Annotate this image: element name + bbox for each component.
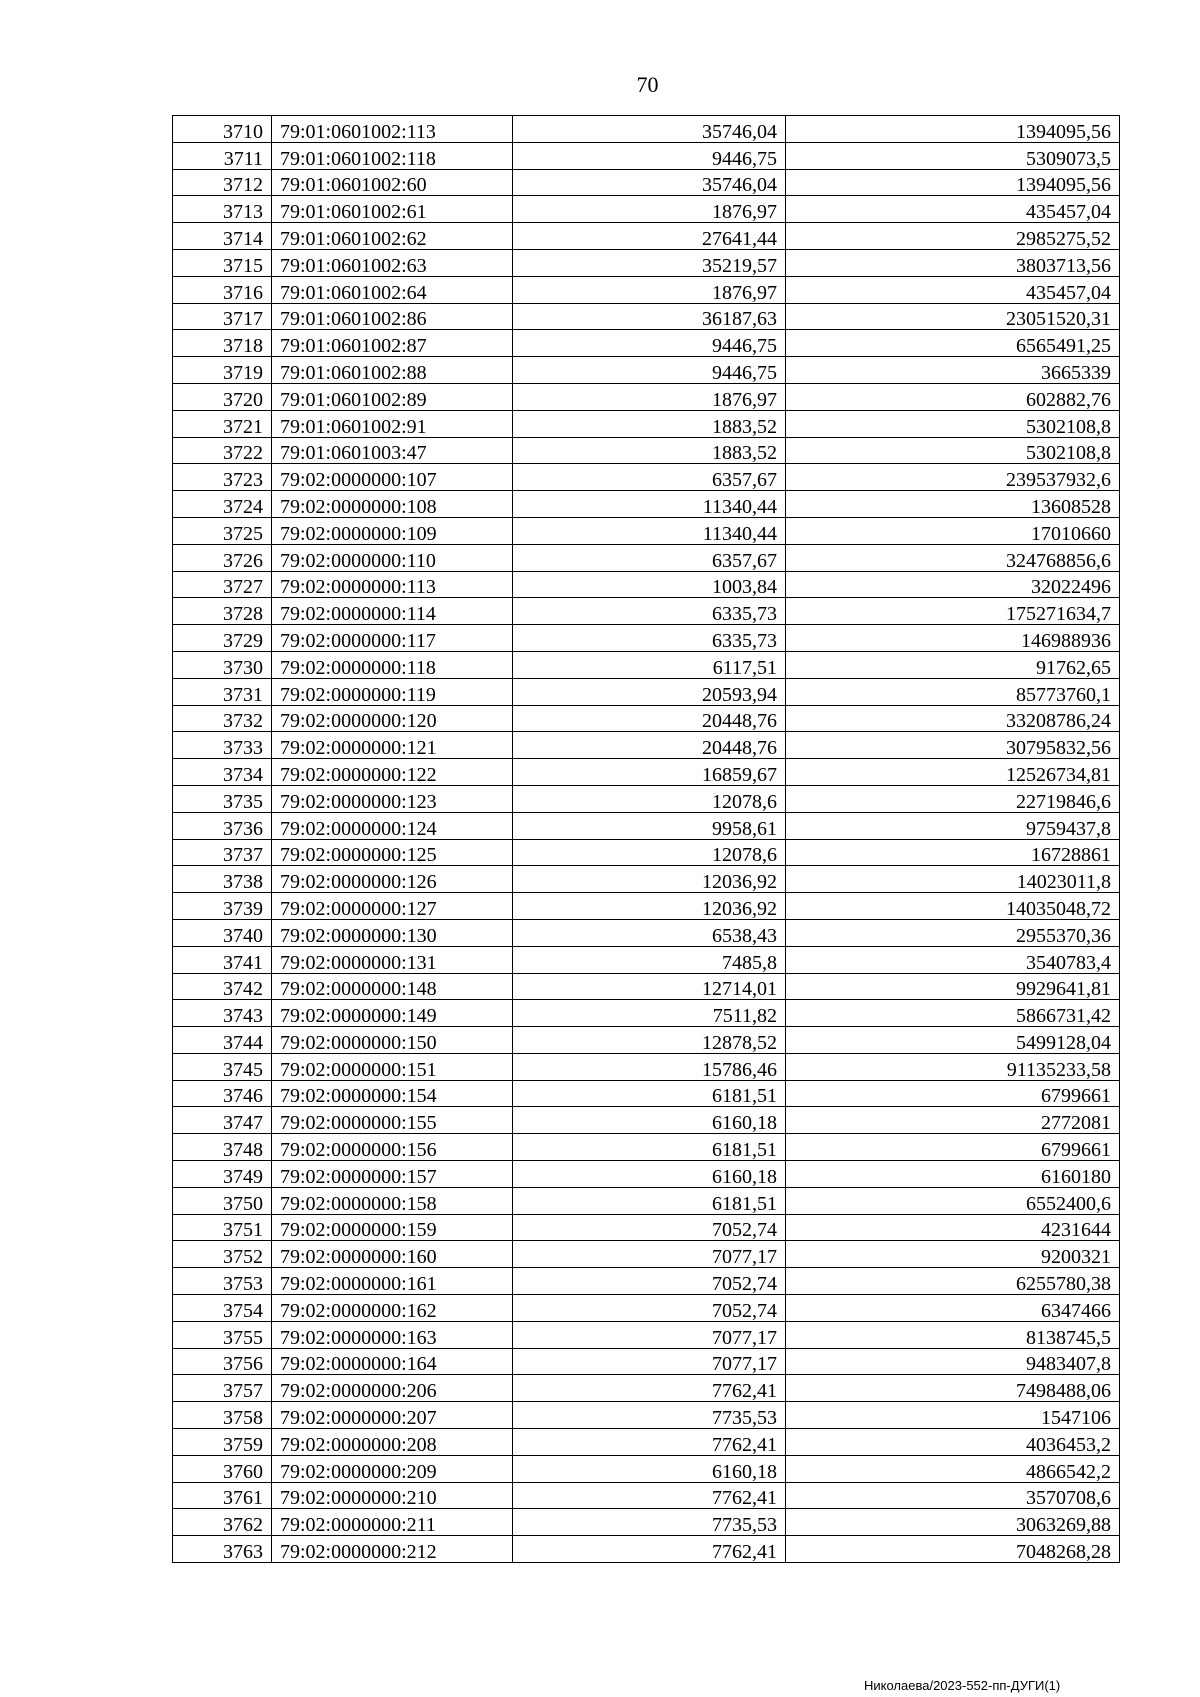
cadastral-number: 79:02:0000000:149 xyxy=(272,1000,513,1027)
area-value: 6117,51 xyxy=(513,651,786,678)
row-number: 3743 xyxy=(173,1000,272,1027)
area-value: 6181,51 xyxy=(513,1134,786,1161)
table-row xyxy=(173,1053,1120,1080)
row-number: 3725 xyxy=(173,517,272,544)
row-number: 3717 xyxy=(173,303,272,330)
area-value: 16859,67 xyxy=(513,759,786,786)
row-number: 3749 xyxy=(173,1161,272,1188)
row-number: 3740 xyxy=(173,919,272,946)
area-value: 7735,53 xyxy=(513,1509,786,1536)
area-value: 1876,97 xyxy=(513,383,786,410)
cadastral-value: 3570708,6 xyxy=(786,1482,1120,1509)
cadastral-value: 4866542,2 xyxy=(786,1455,1120,1482)
area-value: 6181,51 xyxy=(513,1080,786,1107)
area-value: 1883,52 xyxy=(513,437,786,464)
cadastral-value: 7498488,06 xyxy=(786,1375,1120,1402)
table-row xyxy=(173,1455,1120,1482)
table-row xyxy=(173,946,1120,973)
area-value: 7762,41 xyxy=(513,1429,786,1456)
cadastral-number: 79:02:0000000:208 xyxy=(272,1429,513,1456)
table-row xyxy=(173,1027,1120,1054)
area-value: 20448,76 xyxy=(513,705,786,732)
row-number: 3722 xyxy=(173,437,272,464)
cadastral-value: 3063269,88 xyxy=(786,1509,1120,1536)
area-value: 6357,67 xyxy=(513,464,786,491)
table-row xyxy=(173,1429,1120,1456)
cadastral-value: 9759437,8 xyxy=(786,812,1120,839)
row-number: 3710 xyxy=(173,116,272,143)
row-number: 3746 xyxy=(173,1080,272,1107)
area-value: 9446,75 xyxy=(513,357,786,384)
cadastral-value: 1394095,56 xyxy=(786,116,1120,143)
row-number: 3754 xyxy=(173,1295,272,1322)
area-value: 36187,63 xyxy=(513,303,786,330)
cadastral-value: 5309073,5 xyxy=(786,142,1120,169)
cadastral-number: 79:02:0000000:127 xyxy=(272,893,513,920)
cadastral-number: 79:01:0601002:118 xyxy=(272,142,513,169)
cadastral-value: 30795832,56 xyxy=(786,732,1120,759)
cadastral-value: 5866731,42 xyxy=(786,1000,1120,1027)
table-row xyxy=(173,169,1120,196)
cadastral-number: 79:02:0000000:118 xyxy=(272,651,513,678)
cadastral-number: 79:02:0000000:212 xyxy=(272,1536,513,1563)
cadastral-value: 6565491,25 xyxy=(786,330,1120,357)
area-value: 9446,75 xyxy=(513,142,786,169)
cadastral-value: 3540783,4 xyxy=(786,946,1120,973)
cadastral-number: 79:02:0000000:122 xyxy=(272,759,513,786)
table-row xyxy=(173,1161,1120,1188)
row-number: 3756 xyxy=(173,1348,272,1375)
cadastral-number: 79:02:0000000:114 xyxy=(272,598,513,625)
row-number: 3723 xyxy=(173,464,272,491)
row-number: 3729 xyxy=(173,625,272,652)
area-value: 1883,52 xyxy=(513,410,786,437)
row-number: 3763 xyxy=(173,1536,272,1563)
page-number: 70 xyxy=(636,72,659,97)
row-number: 3745 xyxy=(173,1053,272,1080)
table-row xyxy=(173,1375,1120,1402)
area-value: 7077,17 xyxy=(513,1348,786,1375)
table-row xyxy=(173,1000,1120,1027)
cadastral-number: 79:02:0000000:150 xyxy=(272,1027,513,1054)
table-row xyxy=(173,357,1120,384)
table-row xyxy=(173,491,1120,518)
area-value: 6181,51 xyxy=(513,1187,786,1214)
table-row xyxy=(173,142,1120,169)
cadastral-value: 4231644 xyxy=(786,1214,1120,1241)
cadastral-number: 79:01:0601003:47 xyxy=(272,437,513,464)
cadastral-number: 79:02:0000000:108 xyxy=(272,491,513,518)
table-row xyxy=(173,276,1120,303)
table-row xyxy=(173,973,1120,1000)
footer-reference: Николаева/2023-552-пп-ДУГИ(1) xyxy=(864,1678,1061,1693)
area-value: 6335,73 xyxy=(513,598,786,625)
row-number: 3738 xyxy=(173,866,272,893)
table-row xyxy=(173,1134,1120,1161)
table-row xyxy=(173,1348,1120,1375)
table-row xyxy=(173,759,1120,786)
cadastral-number: 79:01:0601002:89 xyxy=(272,383,513,410)
table-row xyxy=(173,1080,1120,1107)
cadastral-value: 12526734,81 xyxy=(786,759,1120,786)
row-number: 3760 xyxy=(173,1455,272,1482)
area-value: 11340,44 xyxy=(513,491,786,518)
cadastral-value: 9929641,81 xyxy=(786,973,1120,1000)
cadastral-value: 435457,04 xyxy=(786,196,1120,223)
row-number: 3719 xyxy=(173,357,272,384)
cadastral-value: 6799661 xyxy=(786,1134,1120,1161)
cadastral-value: 9483407,8 xyxy=(786,1348,1120,1375)
cadastral-value: 435457,04 xyxy=(786,276,1120,303)
cadastral-value: 32022496 xyxy=(786,571,1120,598)
area-value: 6538,43 xyxy=(513,919,786,946)
row-number: 3711 xyxy=(173,142,272,169)
row-number: 3720 xyxy=(173,383,272,410)
table-row xyxy=(173,732,1120,759)
area-value: 7485,8 xyxy=(513,946,786,973)
cadastral-number: 79:02:0000000:130 xyxy=(272,919,513,946)
area-value: 6160,18 xyxy=(513,1161,786,1188)
area-value: 12878,52 xyxy=(513,1027,786,1054)
cadastral-number: 79:02:0000000:151 xyxy=(272,1053,513,1080)
cadastral-number: 79:02:0000000:124 xyxy=(272,812,513,839)
cadastral-number: 79:02:0000000:161 xyxy=(272,1268,513,1295)
table-row xyxy=(173,464,1120,491)
cadastral-number: 79:02:0000000:123 xyxy=(272,785,513,812)
cadastral-value: 5302108,8 xyxy=(786,410,1120,437)
row-number: 3730 xyxy=(173,651,272,678)
area-value: 35746,04 xyxy=(513,116,786,143)
area-value: 1003,84 xyxy=(513,571,786,598)
area-value: 12036,92 xyxy=(513,893,786,920)
row-number: 3715 xyxy=(173,249,272,276)
row-number: 3735 xyxy=(173,785,272,812)
area-value: 1876,97 xyxy=(513,196,786,223)
table-row xyxy=(173,919,1120,946)
cadastral-number: 79:02:0000000:113 xyxy=(272,571,513,598)
cadastral-value: 85773760,1 xyxy=(786,678,1120,705)
area-value: 7762,41 xyxy=(513,1536,786,1563)
cadastral-value: 6160180 xyxy=(786,1161,1120,1188)
row-number: 3713 xyxy=(173,196,272,223)
cadastral-value: 175271634,7 xyxy=(786,598,1120,625)
area-value: 7052,74 xyxy=(513,1295,786,1322)
row-number: 3724 xyxy=(173,491,272,518)
table-row xyxy=(173,1214,1120,1241)
area-value: 12714,01 xyxy=(513,973,786,1000)
area-value: 12078,6 xyxy=(513,839,786,866)
cadastral-number: 79:01:0601002:64 xyxy=(272,276,513,303)
cadastral-number: 79:02:0000000:158 xyxy=(272,1187,513,1214)
table-row xyxy=(173,249,1120,276)
table-row xyxy=(173,839,1120,866)
cadastral-number: 79:02:0000000:126 xyxy=(272,866,513,893)
table-row xyxy=(173,812,1120,839)
row-number: 3761 xyxy=(173,1482,272,1509)
table-row xyxy=(173,303,1120,330)
cadastral-value: 17010660 xyxy=(786,517,1120,544)
area-value: 20448,76 xyxy=(513,732,786,759)
row-number: 3755 xyxy=(173,1321,272,1348)
row-number: 3733 xyxy=(173,732,272,759)
area-value: 9446,75 xyxy=(513,330,786,357)
table-row xyxy=(173,517,1120,544)
area-value: 6335,73 xyxy=(513,625,786,652)
table-row xyxy=(173,330,1120,357)
cadastral-number: 79:01:0601002:60 xyxy=(272,169,513,196)
cadastral-number: 79:02:0000000:121 xyxy=(272,732,513,759)
table-row xyxy=(173,1187,1120,1214)
row-number: 3731 xyxy=(173,678,272,705)
area-value: 1876,97 xyxy=(513,276,786,303)
row-number: 3714 xyxy=(173,223,272,250)
row-number: 3752 xyxy=(173,1241,272,1268)
cadastral-value: 14035048,72 xyxy=(786,893,1120,920)
table-row xyxy=(173,1295,1120,1322)
cadastral-value: 2772081 xyxy=(786,1107,1120,1134)
table-body xyxy=(173,116,1120,1563)
cadastral-number: 79:02:0000000:148 xyxy=(272,973,513,1000)
table-row xyxy=(173,116,1120,143)
cadastral-value: 5499128,04 xyxy=(786,1027,1120,1054)
cadastral-number: 79:02:0000000:107 xyxy=(272,464,513,491)
cadastral-number: 79:02:0000000:154 xyxy=(272,1080,513,1107)
table-row xyxy=(173,866,1120,893)
cadastral-number: 79:01:0601002:61 xyxy=(272,196,513,223)
table-row xyxy=(173,196,1120,223)
row-number: 3721 xyxy=(173,410,272,437)
table-row xyxy=(173,1107,1120,1134)
row-number: 3748 xyxy=(173,1134,272,1161)
cadastral-value: 22719846,6 xyxy=(786,785,1120,812)
area-value: 12078,6 xyxy=(513,785,786,812)
cadastral-number: 79:02:0000000:211 xyxy=(272,1509,513,1536)
table-row xyxy=(173,705,1120,732)
row-number: 3751 xyxy=(173,1214,272,1241)
cadastral-value: 6255780,38 xyxy=(786,1268,1120,1295)
cadastral-value: 6552400,6 xyxy=(786,1187,1120,1214)
cadastral-value: 2955370,36 xyxy=(786,919,1120,946)
cadastral-number: 79:02:0000000:207 xyxy=(272,1402,513,1429)
area-value: 7511,82 xyxy=(513,1000,786,1027)
area-value: 7077,17 xyxy=(513,1241,786,1268)
row-number: 3758 xyxy=(173,1402,272,1429)
area-value: 12036,92 xyxy=(513,866,786,893)
table-row xyxy=(173,1509,1120,1536)
cadastral-number: 79:02:0000000:164 xyxy=(272,1348,513,1375)
area-value: 35219,57 xyxy=(513,249,786,276)
row-number: 3734 xyxy=(173,759,272,786)
row-number: 3750 xyxy=(173,1187,272,1214)
cadastral-number: 79:01:0601002:113 xyxy=(272,116,513,143)
row-number: 3753 xyxy=(173,1268,272,1295)
cadastral-number: 79:02:0000000:119 xyxy=(272,678,513,705)
row-number: 3739 xyxy=(173,893,272,920)
table-row xyxy=(173,1536,1120,1563)
cadastral-value: 1547106 xyxy=(786,1402,1120,1429)
cadastral-number: 79:01:0601002:87 xyxy=(272,330,513,357)
cadastral-value: 3803713,56 xyxy=(786,249,1120,276)
row-number: 3718 xyxy=(173,330,272,357)
cadastral-value: 5302108,8 xyxy=(786,437,1120,464)
cadastral-number: 79:01:0601002:91 xyxy=(272,410,513,437)
cadastral-value: 8138745,5 xyxy=(786,1321,1120,1348)
area-value: 35746,04 xyxy=(513,169,786,196)
cadastral-value: 239537932,6 xyxy=(786,464,1120,491)
cadastral-number: 79:02:0000000:163 xyxy=(272,1321,513,1348)
row-number: 3716 xyxy=(173,276,272,303)
cadastral-number: 79:02:0000000:110 xyxy=(272,544,513,571)
table-row xyxy=(173,437,1120,464)
cadastral-number: 79:02:0000000:206 xyxy=(272,1375,513,1402)
row-number: 3712 xyxy=(173,169,272,196)
area-value: 6357,67 xyxy=(513,544,786,571)
table-row xyxy=(173,598,1120,625)
cadastral-value: 7048268,28 xyxy=(786,1536,1120,1563)
area-value: 7052,74 xyxy=(513,1268,786,1295)
table-row xyxy=(173,383,1120,410)
cadastral-number: 79:02:0000000:117 xyxy=(272,625,513,652)
area-value: 6160,18 xyxy=(513,1107,786,1134)
cadastral-number: 79:02:0000000:160 xyxy=(272,1241,513,1268)
row-number: 3727 xyxy=(173,571,272,598)
cadastral-value: 6799661 xyxy=(786,1080,1120,1107)
table-row xyxy=(173,785,1120,812)
table-row xyxy=(173,893,1120,920)
row-number: 3741 xyxy=(173,946,272,973)
area-value: 15786,46 xyxy=(513,1053,786,1080)
row-number: 3744 xyxy=(173,1027,272,1054)
cadastral-value: 3665339 xyxy=(786,357,1120,384)
cadastral-value: 23051520,31 xyxy=(786,303,1120,330)
cadastral-value: 33208786,24 xyxy=(786,705,1120,732)
row-number: 3728 xyxy=(173,598,272,625)
table-row xyxy=(173,410,1120,437)
table-row xyxy=(173,571,1120,598)
cadastral-number: 79:01:0601002:86 xyxy=(272,303,513,330)
table-row xyxy=(173,544,1120,571)
cadastral-number: 79:01:0601002:88 xyxy=(272,357,513,384)
area-value: 6160,18 xyxy=(513,1455,786,1482)
area-value: 20593,94 xyxy=(513,678,786,705)
area-value: 7762,41 xyxy=(513,1482,786,1509)
cadastral-number: 79:02:0000000:120 xyxy=(272,705,513,732)
cadastral-value: 13608528 xyxy=(786,491,1120,518)
cadastral-value: 91762,65 xyxy=(786,651,1120,678)
cadastral-number: 79:02:0000000:157 xyxy=(272,1161,513,1188)
cadastral-value: 16728861 xyxy=(786,839,1120,866)
table-row xyxy=(173,1268,1120,1295)
data-table xyxy=(172,115,1120,1563)
cadastral-number: 79:02:0000000:159 xyxy=(272,1214,513,1241)
cadastral-value: 2985275,52 xyxy=(786,223,1120,250)
table-row xyxy=(173,223,1120,250)
row-number: 3736 xyxy=(173,812,272,839)
cadastral-number: 79:01:0601002:63 xyxy=(272,249,513,276)
row-number: 3762 xyxy=(173,1509,272,1536)
cadastral-number: 79:02:0000000:210 xyxy=(272,1482,513,1509)
row-number: 3732 xyxy=(173,705,272,732)
cadastral-number: 79:02:0000000:209 xyxy=(272,1455,513,1482)
table-row xyxy=(173,651,1120,678)
table-row xyxy=(173,1321,1120,1348)
cadastral-number: 79:02:0000000:162 xyxy=(272,1295,513,1322)
row-number: 3737 xyxy=(173,839,272,866)
cadastral-value: 4036453,2 xyxy=(786,1429,1120,1456)
cadastral-value: 6347466 xyxy=(786,1295,1120,1322)
cadastral-number: 79:02:0000000:131 xyxy=(272,946,513,973)
cadastral-value: 324768856,6 xyxy=(786,544,1120,571)
table-row xyxy=(173,1482,1120,1509)
area-value: 7735,53 xyxy=(513,1402,786,1429)
cadastral-value: 146988936 xyxy=(786,625,1120,652)
table-row xyxy=(173,1402,1120,1429)
row-number: 3747 xyxy=(173,1107,272,1134)
area-value: 7077,17 xyxy=(513,1321,786,1348)
cadastral-value: 91135233,58 xyxy=(786,1053,1120,1080)
row-number: 3742 xyxy=(173,973,272,1000)
row-number: 3759 xyxy=(173,1429,272,1456)
cadastral-value: 14023011,8 xyxy=(786,866,1120,893)
table-row xyxy=(173,1241,1120,1268)
cadastral-number: 79:02:0000000:109 xyxy=(272,517,513,544)
area-value: 7052,74 xyxy=(513,1214,786,1241)
cadastral-number: 79:02:0000000:125 xyxy=(272,839,513,866)
cadastral-number: 79:01:0601002:62 xyxy=(272,223,513,250)
area-value: 27641,44 xyxy=(513,223,786,250)
cadastral-value: 9200321 xyxy=(786,1241,1120,1268)
area-value: 7762,41 xyxy=(513,1375,786,1402)
table-row xyxy=(173,678,1120,705)
cadastral-number: 79:02:0000000:156 xyxy=(272,1134,513,1161)
table-row xyxy=(173,625,1120,652)
area-value: 9958,61 xyxy=(513,812,786,839)
cadastral-value: 1394095,56 xyxy=(786,169,1120,196)
row-number: 3726 xyxy=(173,544,272,571)
area-value: 11340,44 xyxy=(513,517,786,544)
cadastral-number: 79:02:0000000:155 xyxy=(272,1107,513,1134)
row-number: 3757 xyxy=(173,1375,272,1402)
cadastral-value: 602882,76 xyxy=(786,383,1120,410)
